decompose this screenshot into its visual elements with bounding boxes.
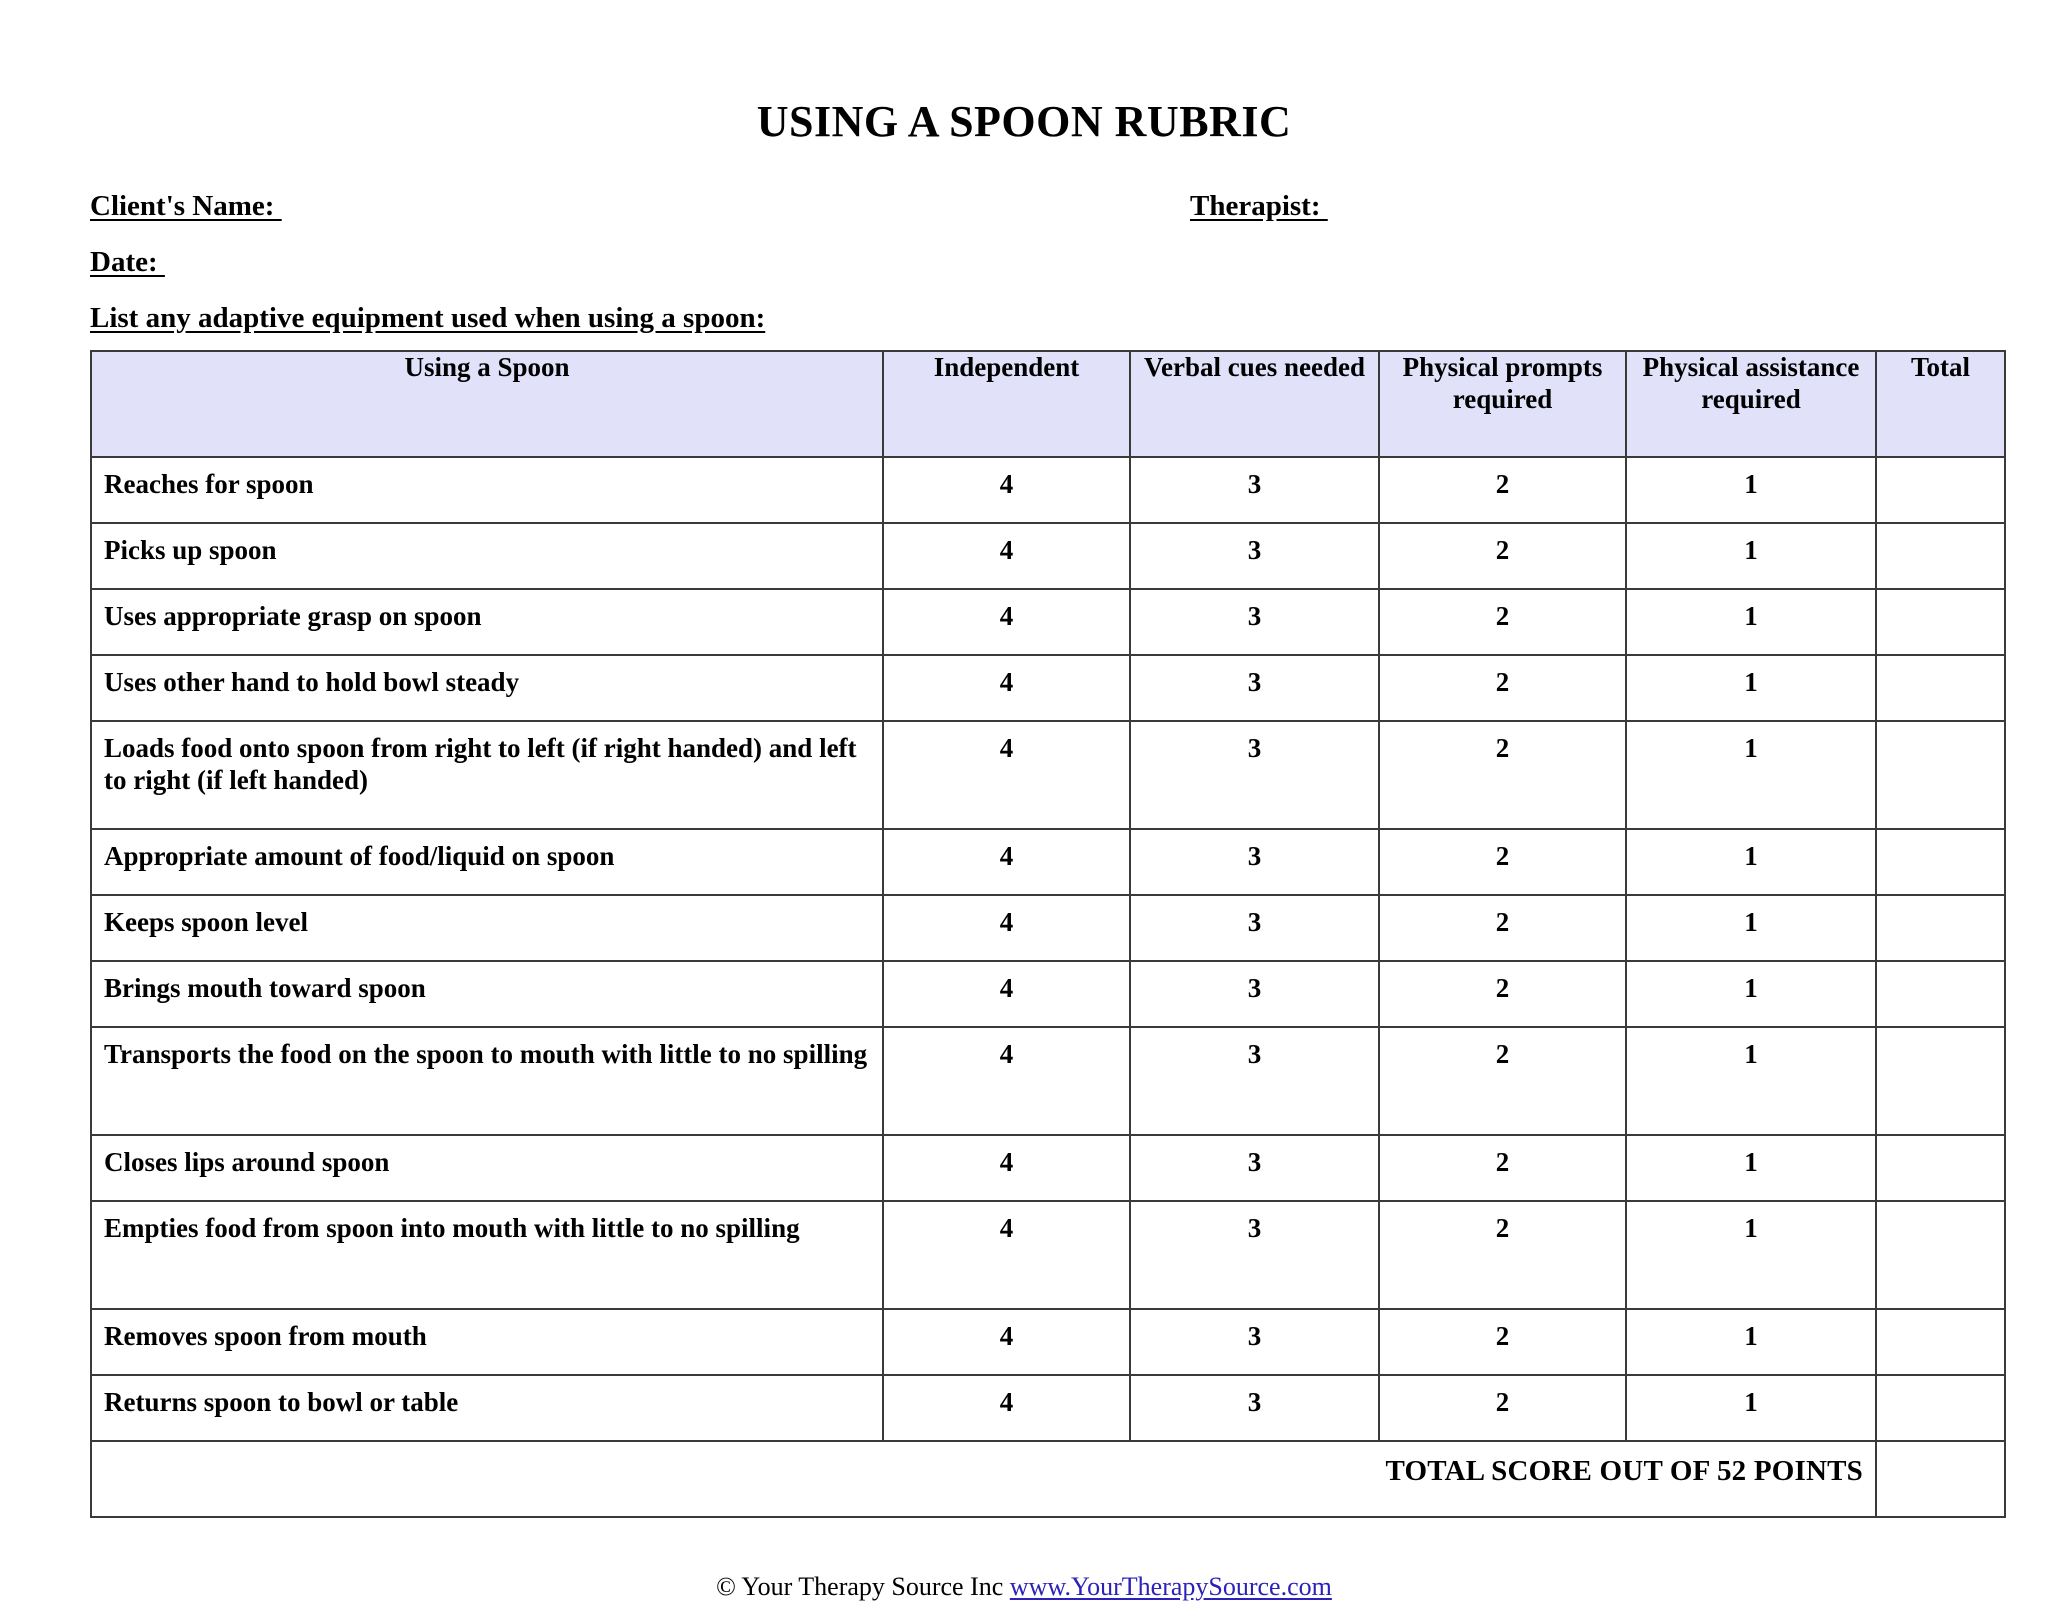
score-physical-prompts[interactable]: 2 — [1379, 961, 1626, 1027]
score-total[interactable] — [1876, 589, 2005, 655]
task-label: Empties food from spoon into mouth with little to no spilling — [91, 1201, 883, 1309]
table-row — [91, 1375, 2005, 1441]
table-row — [91, 1201, 2005, 1309]
score-independent[interactable]: 4 — [883, 523, 1130, 589]
client-name-label: Client's Name: — [90, 190, 282, 222]
table-row — [91, 1135, 2005, 1201]
score-total[interactable] — [1876, 457, 2005, 523]
score-total[interactable] — [1876, 1201, 2005, 1309]
copyright-text: © Your Therapy Source Inc — [716, 1572, 1010, 1601]
column-header-independent: Independent — [883, 351, 1130, 457]
score-total[interactable] — [1876, 523, 2005, 589]
score-independent[interactable]: 4 — [883, 655, 1130, 721]
score-independent[interactable]: 4 — [883, 829, 1130, 895]
table-row — [91, 1309, 2005, 1375]
score-verbal-cues[interactable]: 3 — [1130, 589, 1379, 655]
score-verbal-cues[interactable]: 3 — [1130, 523, 1379, 589]
task-label: Picks up spoon — [91, 523, 883, 589]
table-row — [91, 721, 2005, 829]
table-row — [91, 589, 2005, 655]
task-label: Transports the food on the spoon to mouth with little to no spilling — [91, 1027, 883, 1135]
score-physical-assistance[interactable]: 1 — [1626, 655, 1876, 721]
table-row — [91, 895, 2005, 961]
therapist-label: Therapist: — [1190, 190, 1328, 222]
table-row — [91, 829, 2005, 895]
task-label: Loads food onto spoon from right to left (if right handed) and left to right (if left handed) — [91, 721, 883, 829]
score-physical-assistance[interactable]: 1 — [1626, 721, 1876, 829]
total-score-label: TOTAL SCORE OUT OF 52 POINTS — [91, 1441, 1876, 1517]
task-label: Appropriate amount of food/liquid on spoon — [91, 829, 883, 895]
score-verbal-cues[interactable]: 3 — [1130, 457, 1379, 523]
score-verbal-cues[interactable]: 3 — [1130, 1135, 1379, 1201]
score-physical-assistance[interactable]: 1 — [1626, 1027, 1876, 1135]
score-verbal-cues[interactable]: 3 — [1130, 1375, 1379, 1441]
score-independent[interactable]: 4 — [883, 1135, 1130, 1201]
score-independent[interactable]: 4 — [883, 1375, 1130, 1441]
score-verbal-cues[interactable]: 3 — [1130, 1027, 1379, 1135]
score-physical-assistance[interactable]: 1 — [1626, 457, 1876, 523]
score-verbal-cues[interactable]: 3 — [1130, 655, 1379, 721]
score-verbal-cues[interactable]: 3 — [1130, 1201, 1379, 1309]
website-link[interactable]: www.YourTherapySource.com — [1009, 1572, 1332, 1601]
score-physical-assistance[interactable]: 1 — [1626, 1135, 1876, 1201]
table-row — [91, 1027, 2005, 1135]
score-total[interactable] — [1876, 1309, 2005, 1375]
score-physical-prompts[interactable]: 2 — [1379, 589, 1626, 655]
score-independent[interactable]: 4 — [883, 589, 1130, 655]
rubric-table — [90, 350, 2006, 1518]
column-header-total: Total — [1876, 351, 2005, 457]
column-header-task: Using a Spoon — [91, 351, 883, 457]
score-physical-assistance[interactable]: 1 — [1626, 589, 1876, 655]
score-physical-assistance[interactable]: 1 — [1626, 1375, 1876, 1441]
task-label: Uses appropriate grasp on spoon — [91, 589, 883, 655]
score-physical-prompts[interactable]: 2 — [1379, 1309, 1626, 1375]
score-total[interactable] — [1876, 895, 2005, 961]
table-row — [91, 457, 2005, 523]
score-physical-assistance[interactable]: 1 — [1626, 523, 1876, 589]
score-independent[interactable]: 4 — [883, 895, 1130, 961]
adaptive-equipment-row — [90, 302, 1988, 342]
score-total[interactable] — [1876, 1135, 2005, 1201]
score-total[interactable] — [1876, 829, 2005, 895]
table-row — [91, 961, 2005, 1027]
client-therapist-row — [90, 190, 1988, 246]
column-header-physical-assistance: Physical assistance required — [1626, 351, 1876, 457]
score-total[interactable] — [1876, 1375, 2005, 1441]
score-physical-prompts[interactable]: 2 — [1379, 829, 1626, 895]
score-independent[interactable]: 4 — [883, 1027, 1130, 1135]
score-total[interactable] — [1876, 721, 2005, 829]
score-independent[interactable]: 4 — [883, 961, 1130, 1027]
task-label: Closes lips around spoon — [91, 1135, 883, 1201]
score-physical-assistance[interactable]: 1 — [1626, 1309, 1876, 1375]
score-physical-prompts[interactable]: 2 — [1379, 655, 1626, 721]
total-score-row — [91, 1441, 2005, 1517]
table-body — [91, 457, 2005, 1517]
task-label: Brings mouth toward spoon — [91, 961, 883, 1027]
rubric-table-container — [0, 350, 2048, 1518]
header-fields — [0, 190, 2048, 342]
task-label: Uses other hand to hold bowl steady — [91, 655, 883, 721]
column-header-physical-prompts: Physical prompts required — [1379, 351, 1626, 457]
score-independent[interactable]: 4 — [883, 1309, 1130, 1375]
score-total[interactable] — [1876, 961, 2005, 1027]
score-physical-assistance[interactable]: 1 — [1626, 961, 1876, 1027]
score-total[interactable] — [1876, 1027, 2005, 1135]
task-label: Keeps spoon level — [91, 895, 883, 961]
score-physical-prompts[interactable]: 2 — [1379, 523, 1626, 589]
table-row — [91, 523, 2005, 589]
page-title: USING A SPOON RUBRIC — [756, 97, 1292, 146]
task-label: Reaches for spoon — [91, 457, 883, 523]
score-verbal-cues[interactable]: 3 — [1130, 895, 1379, 961]
score-independent[interactable]: 4 — [883, 457, 1130, 523]
column-header-verbal-cues: Verbal cues needed — [1130, 351, 1379, 457]
score-physical-prompts[interactable]: 2 — [1379, 1027, 1626, 1135]
score-verbal-cues[interactable]: 3 — [1130, 829, 1379, 895]
score-physical-prompts[interactable]: 2 — [1379, 721, 1626, 829]
score-physical-prompts[interactable]: 2 — [1379, 1201, 1626, 1309]
date-row — [90, 246, 1988, 302]
score-physical-prompts[interactable]: 2 — [1379, 895, 1626, 961]
date-label: Date: — [90, 246, 165, 278]
score-physical-assistance[interactable]: 1 — [1626, 1201, 1876, 1309]
total-score-value[interactable] — [1876, 1441, 2005, 1517]
page-footer — [0, 1572, 2048, 1602]
score-physical-prompts[interactable]: 2 — [1379, 1135, 1626, 1201]
score-independent[interactable]: 4 — [883, 1201, 1130, 1309]
score-physical-prompts[interactable]: 2 — [1379, 1375, 1626, 1441]
table-header-row — [91, 351, 2005, 457]
table-header — [91, 351, 2005, 457]
score-verbal-cues[interactable]: 3 — [1130, 961, 1379, 1027]
table-row — [91, 655, 2005, 721]
score-verbal-cues[interactable]: 3 — [1130, 721, 1379, 829]
score-independent[interactable]: 4 — [883, 721, 1130, 829]
score-physical-assistance[interactable]: 1 — [1626, 829, 1876, 895]
task-label: Removes spoon from mouth — [91, 1309, 883, 1375]
adaptive-equipment-label: List any adaptive equipment used when using a spoon: — [90, 302, 766, 334]
score-verbal-cues[interactable]: 3 — [1130, 1309, 1379, 1375]
score-physical-prompts[interactable]: 2 — [1379, 457, 1626, 523]
score-total[interactable] — [1876, 655, 2005, 721]
score-physical-assistance[interactable]: 1 — [1626, 895, 1876, 961]
task-label: Returns spoon to bowl or table — [91, 1375, 883, 1441]
